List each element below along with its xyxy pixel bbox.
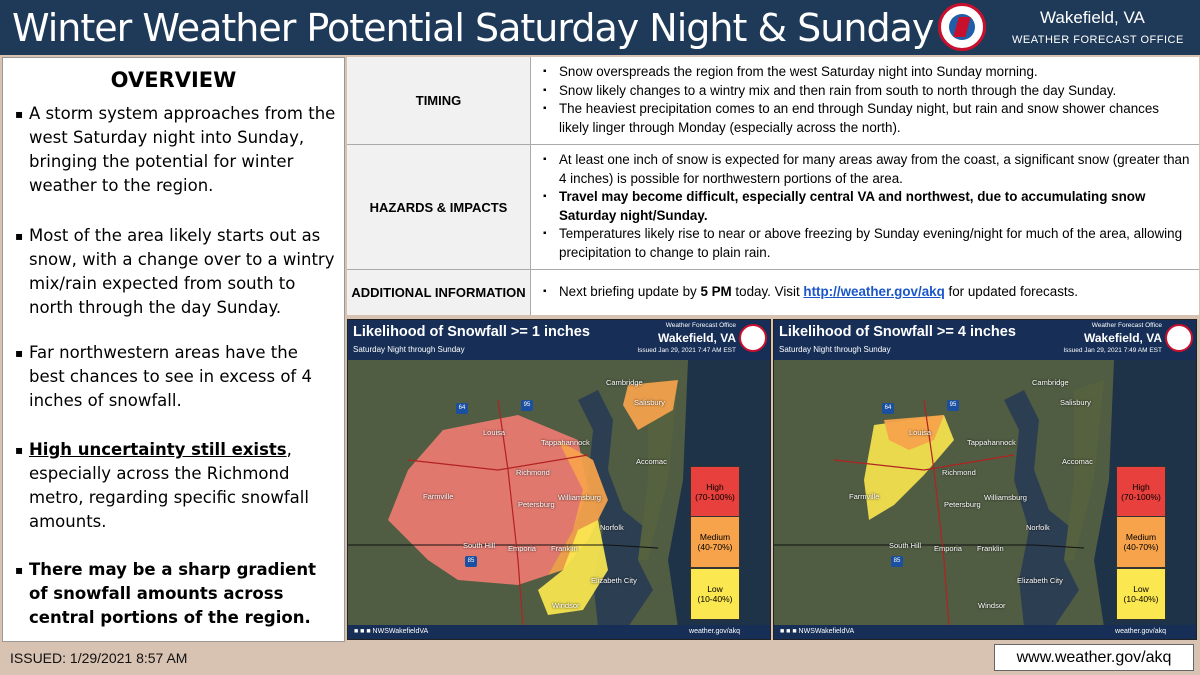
akq-link[interactable]: http://weather.gov/akq xyxy=(803,284,945,299)
overview-item: ▪ Most of the area likely starts out as snow, with a change over to a wintry mix/rain expected from south to north through the day Sunday. xyxy=(15,226,335,317)
website-url[interactable]: www.weather.gov/akq xyxy=(994,644,1194,671)
row-hazards: HAZARDS & IMPACTS ▪ At least one inch of snow is expected for many areas away from the coast, a significant snow (greater than 4 inches) is possible for northwestern portions of the area. ▪ Travel may become difficult, especially central VA and northwest, due to accumulating snow Saturday night/Sunday. ▪ Temperatures likely rise to near or above freezing by Sunday evening/night for much of the area, allowing precipitation to change to plain rain. xyxy=(347,145,1199,270)
interstate-95-shield: 95 xyxy=(521,400,533,411)
info-table xyxy=(347,57,1199,315)
bullet-icon: ▪ xyxy=(543,154,547,165)
office-name: Wakefield, VA xyxy=(1040,8,1145,27)
office-subtitle: WEATHER FORECAST OFFICE xyxy=(1012,34,1184,46)
map-issued: Issued Jan 29, 2021 7:47 AM EST xyxy=(637,347,736,354)
interstate-85-shield: 85 xyxy=(891,556,903,567)
map-title: Likelihood of Snowfall >= 1 inches xyxy=(353,324,590,340)
bullet-icon: ▪ xyxy=(543,84,547,96)
snow-map-4inch: Likelihood of Snowfall >= 4 inches Saturday Night through Sunday Weather Forecast Office Wakefield, VA Issued Jan 29, 2021 7:49 AM EST 64 95 85 Cambridge Salisbury Louisa Tappahannock Accomac Richmond Farmville Petersburg Williamsburg Norfolk South Hill Emporia Franklin Elizabeth City Windsor High (70-100%) Medium (40-70%) Low (10-40%) ■ ■ ■ NWSWakefieldVA weather.gov/akq xyxy=(773,319,1197,640)
snow-map-1inch: Likelihood of Snowfall >= 1 inches Saturday Night through Sunday Weather Forecast Office Wakefield, VA Issued Jan 29, 2021 7:47 AM EST 64 95 85 Cambridge Salisbury Louisa Tappahannock Accomac Richmond Farmville Petersburg Williamsburg Norfolk South Hill Emporia Franklin Elizabeth City Windsor High (70-100%) Medium (40-70%) Low (10-40%) ■ ■ ■ NWSWakefieldVA weather.gov/akq xyxy=(347,319,771,640)
row-label: ADDITIONAL INFORMATION xyxy=(347,270,531,315)
legend-medium: Medium (40-70%) xyxy=(1116,516,1166,568)
uncertainty-lead: High uncertainty still exists xyxy=(29,440,287,459)
bullet-icon: ▪ xyxy=(543,103,547,115)
social-icons: ■ ■ ■ xyxy=(354,628,373,635)
row-label: TIMING xyxy=(347,57,531,144)
overview-panel xyxy=(2,57,345,642)
row-additional: ADDITIONAL INFORMATION ▪ Next briefing update by 5 PM today. Visit http://weather.gov/akq for updated forecasts. xyxy=(347,270,1199,315)
page-title: Winter Weather Potential Saturday Night & Sunday xyxy=(12,6,934,50)
issued-timestamp: ISSUED: 1/29/2021 8:57 AM xyxy=(10,650,188,666)
interstate-64-shield: 64 xyxy=(456,403,468,414)
legend-low: Low (10-40%) xyxy=(690,568,740,620)
bullet-icon: ▪ xyxy=(543,286,547,297)
overview-heading: OVERVIEW xyxy=(110,68,237,92)
bullet-icon: ▪ xyxy=(15,346,24,360)
nws-logo-icon xyxy=(938,3,986,51)
overview-item: ▪ High uncertainty still exists, especially across the Richmond metro, regarding specific snowfall amounts. xyxy=(15,440,309,531)
nws-logo-icon xyxy=(739,324,767,352)
bullet-icon: ▪ xyxy=(15,443,24,457)
bullet-icon: ▪ xyxy=(543,66,547,77)
bullet-icon: ▪ xyxy=(15,229,24,243)
map-footer: ■ ■ ■ NWSWakefieldVA weather.gov/akq xyxy=(774,625,1196,639)
map-footer: ■ ■ ■ NWSWakefieldVA weather.gov/akq xyxy=(348,625,770,639)
legend-low: Low (10-40%) xyxy=(1116,568,1166,620)
map-title: Likelihood of Snowfall >= 4 inches xyxy=(779,324,1016,340)
overview-item: ▪ Far northwestern areas have the best chances to see in excess of 4 inches of snowfall. xyxy=(15,343,312,410)
row-timing: TIMING ▪ Snow overspreads the region from the west Saturday night into Sunday morning. ▪ Snow likely changes to a wintry mix and then rain from south to north through the day Sunday. ▪ The heaviest precipitation comes to an end through Sunday night, but rain and snow shower chances likely linger through Monday (especially across the north). xyxy=(347,57,1199,145)
legend-high: High (70-100%) xyxy=(690,466,740,518)
legend-high: High (70-100%) xyxy=(1116,466,1166,518)
overview-item: ▪ A storm system approaches from the west Saturday night into Sunday, bringing the potential for winter weather to the region. xyxy=(15,104,336,195)
nws-logo-icon xyxy=(1165,324,1193,352)
interstate-95-shield: 95 xyxy=(947,400,959,411)
social-icons: ■ ■ ■ xyxy=(780,628,799,635)
interstate-85-shield: 85 xyxy=(465,556,477,567)
map-subtitle: Saturday Night through Sunday xyxy=(353,345,465,354)
map-issued: Issued Jan 29, 2021 7:49 AM EST xyxy=(1063,347,1162,354)
overview-item: ▪ There may be a sharp gradient of snowfall amounts across central portions of the region. xyxy=(15,560,316,627)
bullet-icon: ▪ xyxy=(543,228,547,240)
bullet-icon: ▪ xyxy=(543,191,547,203)
interstate-64-shield: 64 xyxy=(882,403,894,414)
header-banner xyxy=(0,0,1200,55)
map-subtitle: Saturday Night through Sunday xyxy=(779,345,891,354)
row-label: HAZARDS & IMPACTS xyxy=(347,145,531,269)
legend-medium: Medium (40-70%) xyxy=(690,516,740,568)
bullet-icon: ▪ xyxy=(15,563,24,577)
bullet-icon: ▪ xyxy=(15,107,24,121)
